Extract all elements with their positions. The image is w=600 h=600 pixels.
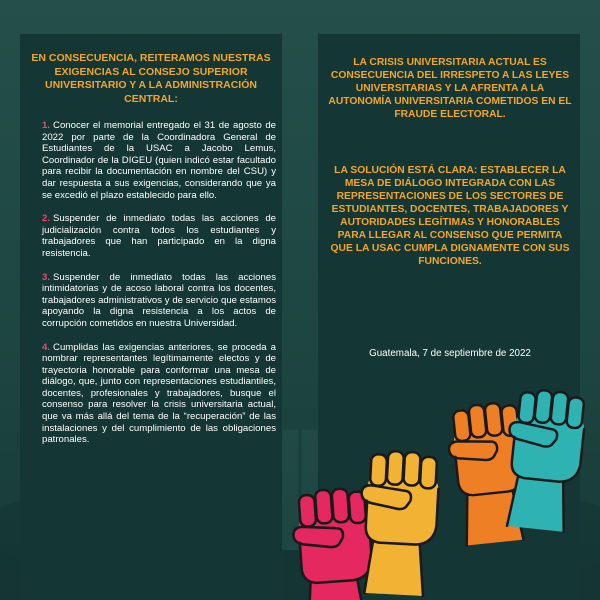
list-item <box>42 272 276 330</box>
item-number: 2. <box>42 213 51 225</box>
item-text: Cumplidas las exigencias anteriores, se proceda a nombrar representantes legítimamente electos y de trayectoria honorable para conformar una mesa de diálogo, que, junto con representaciones estudiantiles, docentes, profesionales y trabajadores, busque el consenso para resolver la crisis universitaria actual, que va más allá del tema de la “recuperación” de las instalaciones y del cumplimiento de las obligaciones patronales. <box>42 341 276 446</box>
demands-heading: EN CONSECUENCIA, REITERAMOS NUESTRAS EXIGENCIAS AL CONSEJO SUPERIOR UNIVERSITARIO Y A LA ADMINISTRACIÓN CENTRAL: <box>31 52 271 105</box>
item-number: 1. <box>42 120 51 131</box>
item-number: 4. <box>42 341 51 353</box>
item-text: Suspender de inmediato todas las acciones de judicialización contra todos los estudiantes y trabajadores que han participado en la digna resistencia. <box>42 213 276 259</box>
item-text: Conocer el memorial entregado el 31 de agosto de 2022 por parte de la Coordinadora General de Estudiantes de la USAC a Jacobo Lemus, Coordinador de la DIGEU (quien indicó estar facultado para recibir la documentación en nombre del CSU) y dar respuesta a sus exigencias, considerando que ya se excedió el plazo establecido para ello. <box>42 120 276 201</box>
list-item <box>42 342 276 446</box>
item-number: 3. <box>42 271 51 283</box>
demands-list <box>42 120 276 458</box>
list-item <box>42 213 276 259</box>
solution-statement: LA SOLUCIÓN ESTÁ CLARA: ESTABLECER LA MESA DE DIÁLOGO INTEGRADA CON LAS REPRESENTACIONES DE LOS SECTORES DE ESTUDIANTES, DOCENTES, TRABAJADORES Y AUTORIDADES LEGÍTIMAS Y HONORABLES PARA LLEGAR AL CONSENSO QUE PERMITA QUE LA USAC CUMPLA DIGNAMENTE CON SUS FUNCIONES. <box>330 165 570 267</box>
item-text: Suspender de inmediato todas las acciones intimidatorias y de acoso laboral contra los docentes, trabajadores administrativos y de servicio que estamos apoyando la digna resistencia a los actos de corrupción cometidos en nuestra Universidad. <box>42 271 276 329</box>
date-line: Guatemala, 7 de septiembre de 2022 <box>369 348 531 359</box>
crisis-statement: LA CRISIS UNIVERSITARIA ACTUAL ES CONSECUENCIA DEL IRRESPETO A LAS LEYES UNIVERSITARIAS Y LA AFRENTA A LA AUTONOMÍA UNIVERSITARIA COMETIDOS EN EL FRAUDE ELECTORAL. <box>328 57 572 120</box>
list-item <box>42 120 276 201</box>
